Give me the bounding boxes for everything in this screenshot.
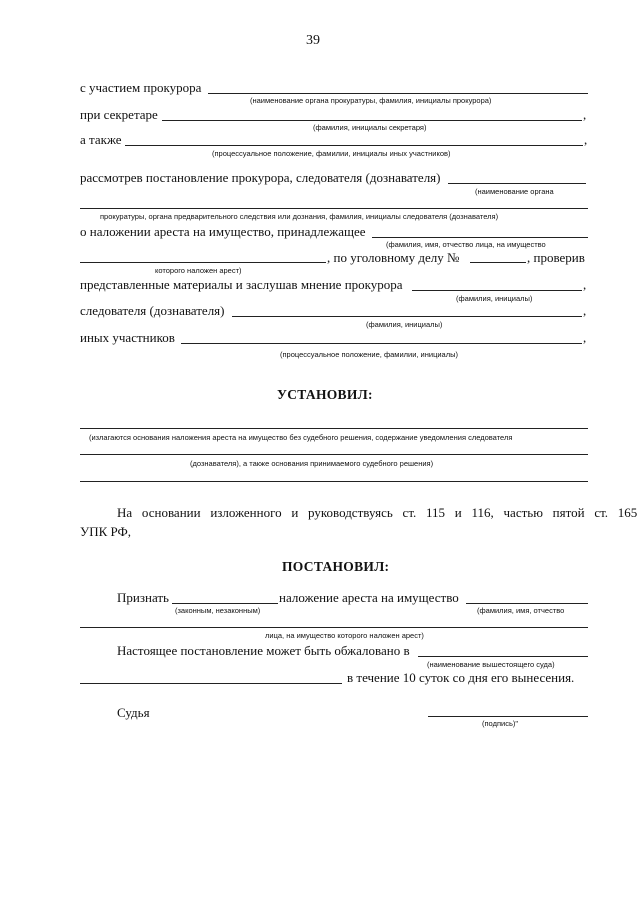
recognize-label: Признать [117, 590, 169, 605]
investigator-comma: , [583, 303, 587, 318]
basis-line-2: УПК РФ, [80, 524, 132, 539]
prosecutor-caption: (наименование органа прокуратуры, фамилия, инициалы прокурора) [250, 96, 492, 105]
resolved-heading: ПОСТАНОВИЛ: [282, 559, 390, 574]
established-line-1[interactable] [80, 428, 588, 429]
court-line[interactable] [418, 656, 588, 657]
signature-caption: (подпись)" [482, 719, 519, 728]
secretary-label: при секретаре [80, 107, 158, 122]
term-text: в течение 10 суток со дня его вынесения. [347, 670, 575, 685]
investigator-label: следователя (дознавателя) [80, 303, 225, 318]
case-number-line[interactable] [470, 262, 526, 263]
investigator-caption: (фамилия, инициалы) [366, 320, 443, 329]
materials-line[interactable] [412, 290, 582, 291]
secretary-comma: , [583, 107, 587, 122]
checked-label: , проверив [527, 250, 585, 265]
considered-label: рассмотрев постановление прокурора, следователя (дознавателя) [80, 170, 441, 185]
signature-line[interactable] [428, 716, 588, 717]
recognize-line[interactable] [172, 603, 278, 604]
arrest-label: о наложении ареста на имущество, принадлежащее [80, 224, 366, 239]
arrest-line[interactable] [372, 237, 588, 238]
person-full-line[interactable] [80, 627, 588, 628]
person-caption: лица, на имущество которого наложен арест) [265, 631, 424, 640]
others-label: иных участников [80, 330, 175, 345]
secretary-line[interactable] [162, 120, 582, 121]
also-comma: , [584, 132, 588, 147]
court-line-2[interactable] [80, 683, 342, 684]
person-line[interactable] [80, 262, 326, 263]
materials-caption: (фамилия, инициалы) [456, 294, 533, 303]
appeal-label: Настоящее постановление может быть обжаловано в [117, 643, 410, 658]
also-line[interactable] [125, 145, 583, 146]
established-line-2[interactable] [80, 454, 588, 455]
materials-label: представленные материалы и заслушав мнение прокурора [80, 277, 403, 292]
case-label: , по уголовному делу № [327, 250, 460, 265]
others-caption: (процессуальное положение, фамилии, инициалы) [280, 350, 458, 359]
court-caption: (наименование вышестоящего суда) [427, 660, 555, 669]
basis-line-1: На основании изложенного и руководствуясь ст. 115 и 116, частью пятой ст. 165 [117, 505, 638, 520]
arrest-text: наложение ареста на имущество [279, 590, 459, 605]
materials-comma: , [583, 277, 587, 292]
others-comma: , [583, 330, 587, 345]
prosecutor-line[interactable] [208, 93, 588, 94]
considered-caption: (наименование органа [475, 187, 554, 196]
established-caption-2: (дознавателя), а также основания принимаемого судебного решения) [190, 459, 434, 468]
established-caption-1: (излагаются основания наложения ареста на имущество без судебного решения, содержание уведомления следователя [89, 433, 513, 442]
arrested-caption: которого наложен арест) [155, 266, 242, 275]
name-line[interactable] [466, 603, 588, 604]
also-caption: (процессуальное положение, фамилии, инициалы иных участников) [212, 149, 451, 158]
investigator-line[interactable] [232, 316, 582, 317]
others-line[interactable] [181, 343, 582, 344]
established-heading: УСТАНОВИЛ: [277, 387, 373, 402]
organ-caption: прокуратуры, органа предварительного следствия или дознания, фамилия, инициалы следователя (дознавателя) [100, 212, 499, 221]
secretary-caption: (фамилия, инициалы секретаря) [313, 123, 427, 132]
judge-label: Судья [117, 705, 150, 720]
prosecutor-label: с участием прокурора [80, 80, 202, 95]
organ-line[interactable] [80, 208, 588, 209]
also-label: а также [80, 132, 122, 147]
established-line-3[interactable] [80, 481, 588, 482]
name-caption: (фамилия, имя, отчество [477, 606, 565, 615]
page-number: 39 [306, 33, 320, 48]
recognize-caption: (законным, незаконным) [175, 606, 261, 615]
considered-line[interactable] [448, 183, 586, 184]
arrest-caption: (фамилия, имя, отчество лица, на имущество [386, 240, 546, 249]
